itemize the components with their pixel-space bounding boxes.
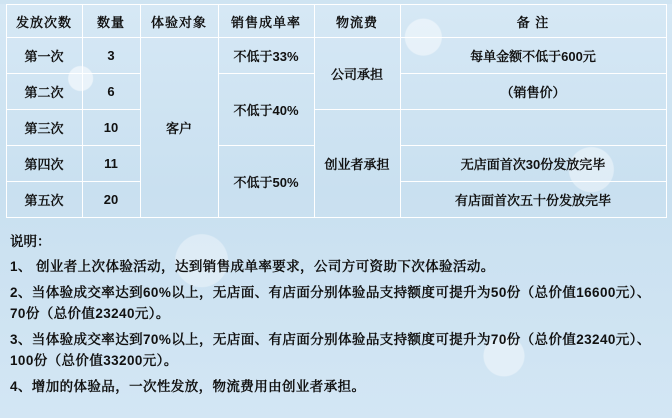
cell-times-3: 第三次 [6, 110, 82, 146]
header-remark: 备 注 [400, 5, 666, 38]
table-row [6, 38, 666, 74]
note-item-4: 4、增加的体验品，一次性发放，物流费用由创业者承担。 [10, 379, 366, 395]
allocation-table [6, 4, 667, 218]
cell-times-5: 第五次 [6, 182, 82, 218]
cell-times-2: 第二次 [6, 74, 82, 110]
cell-rate-3: 不低于50% [218, 146, 314, 218]
cell-times-1: 第一次 [6, 38, 82, 74]
cell-qty-5: 20 [82, 182, 140, 218]
cell-qty-4: 11 [82, 146, 140, 182]
note-item-3: 3、当体验成交率达到70%以上，无店面、有店面分别体验品支持额度可提升为70份（总价值23240元）、100份（总价值33200元）。 [10, 332, 651, 368]
cell-target: 客户 [140, 38, 218, 218]
cell-rate-2: 不低于40% [218, 74, 314, 146]
header-target: 体验对象 [140, 5, 218, 38]
cell-logistics-founder: 创业者承担 [314, 110, 400, 218]
cell-logistics-company: 公司承担 [314, 38, 400, 110]
table-row [6, 110, 666, 146]
document-sheet [0, 4, 672, 418]
cell-remark-2: （销售价） [400, 74, 666, 110]
header-quantity: 数量 [82, 5, 140, 38]
header-rate: 销售成单率 [218, 5, 314, 38]
note-item-2: 2、当体验成交率达到60%以上，无店面、有店面分别体验品支持额度可提升为50份（总价值16600元）、70份（总价值23240元）。 [10, 285, 651, 321]
note-item-1: 1、 创业者上次体验活动，达到销售成单率要求，公司方可资助下次体验活动。 [10, 258, 495, 274]
cell-rate-1: 不低于33% [218, 38, 314, 74]
cell-remark-3 [400, 110, 666, 146]
notes-title: 说明： [10, 234, 51, 249]
cell-qty-3: 10 [82, 110, 140, 146]
table-header-row [6, 5, 666, 38]
cell-remark-with-store: 有店面首次五十份发放完毕 [400, 182, 666, 218]
cell-remark-no-store: 无店面首次30份发放完毕 [400, 146, 666, 182]
notes-section [10, 232, 662, 398]
cell-qty-2: 6 [82, 74, 140, 110]
cell-remark-1: 每单金额不低于600元 [400, 38, 666, 74]
cell-qty-1: 3 [82, 38, 140, 74]
cell-times-4: 第四次 [6, 146, 82, 182]
header-times: 发放次数 [6, 5, 82, 38]
header-logistics: 物流费 [314, 5, 400, 38]
